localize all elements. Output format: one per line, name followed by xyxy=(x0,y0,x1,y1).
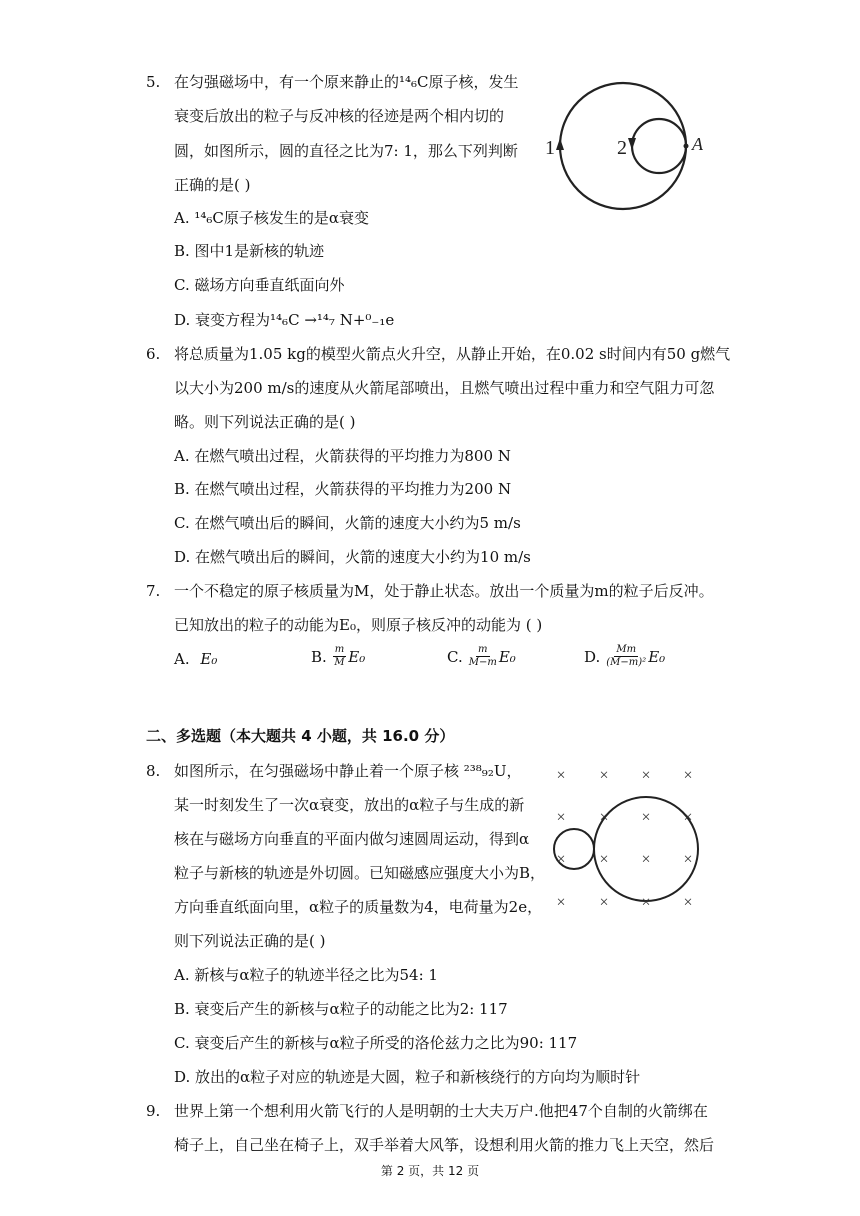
q8-option-a: A. 新核与α粒子的轨迹半径之比为54: 1 xyxy=(174,966,438,984)
q7-option-b-numerator: m xyxy=(334,644,345,655)
q6-line-2: 以大小为200 m/s的速度从火箭尾部喷出，且燃气喷出过程中重力和空气阻力可忽 xyxy=(174,379,715,397)
field-cross-mark: × xyxy=(683,767,693,784)
q7-option-a-value: E₀ xyxy=(200,650,218,668)
q7-option-c-tail: E₀ xyxy=(498,647,516,666)
field-cross-mark: × xyxy=(641,894,651,911)
q8-line-2: 某一时刻发生了一次α衰变，放出的α粒子与生成的新 xyxy=(174,796,525,814)
q7-option-c-numerator: m xyxy=(478,644,488,655)
q9-line-1: 世界上第一个想利用火箭飞行的人是明朝的士大夫万户.他把47个自制的火箭绑在 xyxy=(174,1102,708,1120)
q7-option-b-tail: E₀ xyxy=(348,647,366,666)
q7-option-d-letter: D. xyxy=(584,647,601,666)
q5-label-2: 2 xyxy=(617,137,627,159)
q6-option-a: A. 在燃气喷出过程，火箭获得的平均推力为800 N xyxy=(174,447,511,465)
q6-line-1: 将总质量为1.05 kg的模型火箭点火升空，从静止开始，在0.02 s时间内有50 g燃气 xyxy=(174,345,731,363)
q7-option-a-letter: A. xyxy=(174,650,190,668)
q5-line-1: 在匀强磁场中，有一个原来静止的¹⁴₆C原子核，发生 xyxy=(174,73,519,91)
q5-small-circle xyxy=(632,119,686,173)
q6-number: 6. xyxy=(146,345,161,363)
q5-option-a: A. ¹⁴₆C原子核发生的是α衰变 xyxy=(174,209,370,227)
q7-option-d xyxy=(584,644,665,669)
q6-option-d: D. 在燃气喷出后的瞬间，火箭的速度大小约为10 m/s xyxy=(174,548,531,566)
field-cross-mark: × xyxy=(556,894,566,911)
field-cross-mark: × xyxy=(599,809,609,826)
q5-arrow-large xyxy=(556,138,564,150)
field-cross-mark: × xyxy=(556,809,566,826)
q7-option-b-letter: B. xyxy=(311,647,327,666)
q7-line-1: 一个不稳定的原子核质量为M，处于静止状态。放出一个质量为m的粒子后反冲。 xyxy=(174,582,714,600)
q8-line-1: 如图所示，在匀强磁场中静止着一个原子核 ²³⁸₉₂U， xyxy=(174,762,522,780)
q7-option-b xyxy=(311,644,365,669)
q6-option-c: C. 在燃气喷出后的瞬间，火箭的速度大小约为5 m/s xyxy=(174,514,521,532)
field-cross-mark: × xyxy=(599,851,609,868)
q5-line-4: 正确的是( ) xyxy=(174,176,251,194)
q7-option-a xyxy=(174,650,217,668)
q8-magnetic-field-crosses xyxy=(556,767,692,911)
q5-arrow-small xyxy=(628,138,636,150)
field-cross-mark: × xyxy=(556,767,566,784)
q6-line-3: 略。则下列说法正确的是( ) xyxy=(174,413,356,431)
field-cross-mark: × xyxy=(683,851,693,868)
q5-label-1: 1 xyxy=(545,137,555,159)
q8-number: 8. xyxy=(146,762,161,780)
q5-option-b: B. 图中1是新核的轨迹 xyxy=(174,242,325,260)
q7-option-b-denominator: M xyxy=(334,657,345,668)
q5-number: 5. xyxy=(146,73,161,91)
q7-option-d-denominator: (M−m)² xyxy=(606,657,647,668)
q9-line-2: 椅子上，自己坐在椅子上，双手举着大风筝，设想利用火箭的推力飞上天空，然后 xyxy=(174,1136,715,1154)
q7-option-c-denominator: M−m xyxy=(468,657,497,668)
q8-option-d: D. 放出的α粒子对应的轨迹是大圆，粒子和新核绕行的方向均为顺时针 xyxy=(174,1068,641,1086)
q7-option-c xyxy=(447,644,516,669)
q9-number: 9. xyxy=(146,1102,161,1120)
q8-option-b: B. 衰变后产生的新核与α粒子的动能之比为2: 117 xyxy=(174,1000,508,1018)
field-cross-mark: × xyxy=(683,894,693,911)
q8-option-c: C. 衰变后产生的新核与α粒子所受的洛伦兹力之比为90: 117 xyxy=(174,1034,578,1052)
q5-line-2: 衰变后放出的粒子与反冲核的径迹是两个相内切的 xyxy=(174,107,505,125)
q8-line-6: 则下列说法正确的是( ) xyxy=(174,932,326,950)
q7-line-2: 已知放出的粒子的动能为E₀，则原子核反冲的动能为 ( ) xyxy=(174,616,543,634)
q8-line-3: 核在与磁场方向垂直的平面内做匀速圆周运动，得到α xyxy=(174,830,530,848)
q8-figure-external-tangent-circles xyxy=(540,760,720,920)
q6-option-b: B. 在燃气喷出过程，火箭获得的平均推力为200 N xyxy=(174,480,512,498)
q7-option-c-fraction xyxy=(469,644,497,669)
q8-line-5: 方向垂直纸面向里，α粒子的质量数为4，电荷量为2e， xyxy=(174,898,543,916)
q7-option-c-letter: C. xyxy=(447,647,463,666)
q5-line-3: 圆，如图所示，圆的直径之比为7: 1，那么下列判断 xyxy=(174,142,518,160)
q7-option-b-fraction xyxy=(333,644,346,669)
field-cross-mark: × xyxy=(599,894,609,911)
q7-option-d-fraction xyxy=(606,644,646,669)
field-cross-mark: × xyxy=(641,767,651,784)
page-footer: 第 2 页，共 12 页 xyxy=(380,1164,480,1178)
q8-line-4: 粒子与新核的轨迹是外切圆。已知磁感应强度大小为B， xyxy=(174,864,546,882)
q5-point-a xyxy=(684,144,689,149)
q5-option-c: C. 磁场方向垂直纸面向外 xyxy=(174,276,345,294)
field-cross-mark: × xyxy=(683,809,693,826)
field-cross-mark: × xyxy=(641,851,651,868)
field-cross-mark: × xyxy=(556,851,566,868)
section-title-multiple-choice: 二、多选题（本大题共 4 小题，共 16.0 分） xyxy=(146,727,455,745)
q7-number: 7. xyxy=(146,582,161,600)
q7-option-d-numerator: Mm xyxy=(616,644,637,655)
q5-figure-inner-tangent-circles xyxy=(535,70,715,230)
q5-label-a: A xyxy=(692,134,703,154)
q7-option-d-tail: E₀ xyxy=(648,647,666,666)
q5-option-d: D. 衰变方程为¹⁴₆C →¹⁴₇ N+⁰₋₁e xyxy=(174,311,395,329)
field-cross-mark: × xyxy=(599,767,609,784)
field-cross-mark: × xyxy=(641,809,651,826)
